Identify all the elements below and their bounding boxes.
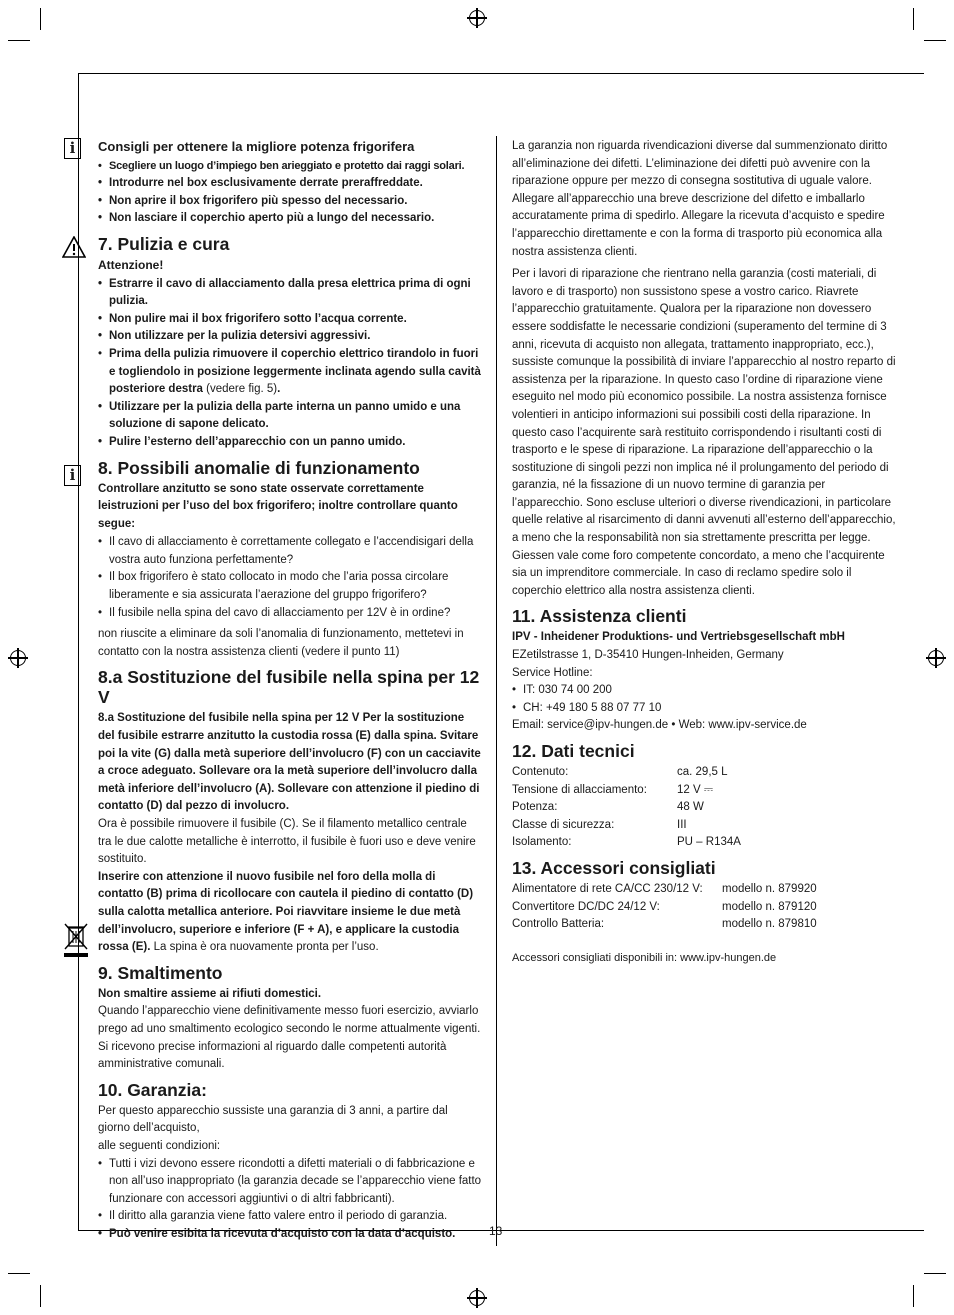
- web-link[interactable]: Web: www.ipv-service.de: [678, 719, 807, 732]
- registration-mark-icon: [469, 10, 485, 26]
- list-item-ref: (vedere fig. 5): [202, 383, 278, 396]
- list-item: • Può venire esibita la ricevuta d’acquisto con la data d’acquisto.: [98, 1226, 482, 1244]
- list-item: • Introdurre nel box esclusivamente derrate preraffreddate.: [98, 175, 482, 193]
- frame-top-rule: [78, 73, 924, 74]
- list-item: [98, 346, 482, 399]
- section-title-disposal: 9. Smaltimento: [98, 962, 223, 983]
- spec-value: III: [677, 818, 687, 831]
- spec-label: Contenuto:: [512, 766, 569, 778]
- hotline-label: Service Hotline:: [512, 666, 593, 679]
- spec-label: Isolamento:: [512, 836, 572, 849]
- crossed-bin-icon: [63, 922, 89, 958]
- warranty-continued-2: Per i lavori di riparazione che rientrano nella garanzia (costi materiali, di lavoro e di trasporto) non sussistono spese a vostro carico. Riavrete l’apparecchio gratuitamente. Qualora per la riparazione non dovessero essere soddisfatte le necessarie condizioni (superamento del termine di 3 anni, ricevuta di acquisto non allegata, trattamento inappropriato, ecc.), sussiste comunque la possibilità di inviare l’apparecchio al nostro reparto di assistenza per la riparazione. In questo caso l’ordine di riparazione viene eseguito nel modo più economico possibile. La nostra assistenza fornisce volentieri in anticipo informazioni sui possibili costi della riparazione. In questo caso l’acquirente sarà restituito corrispondendo i risultanti costi di trasporto e le spese di riparazione. La riparazione dell’apparecchio o la sostituzione di singoli pezzi non implica né il prolungamento del periodo di garanzia, né la fissazione di un nuovo termine di garanzia per l’apparecchio. Sono escluse ulteriori o diverse rivendicazioni, in particolare quelle relative al risarcimento di danni avvenuti all’esterno dell’apparecchio, a meno che la responsabilità non sia strettamente prescritta per legge. Giessen vale come foro competente concordato, a meno che l’acquirente sia un imprenditore commerciale. In caso di reclamo spedire solo il coperchio elettrico alla nostra assistenza clienti.: [512, 268, 896, 597]
- spec-label: Classe di sicurezza:: [512, 818, 615, 831]
- fuse-paragraph-3-bold: Inserire con attenzione il nuovo fusibile nel foro della molla di contatto (B) prima di ricollocare con cautela il piedino di contatto (D) sulla calotta metallica anteriore. Poi riavvitare insieme le due metà dell’involucro, superiore e inferiore (F + A), e applicare la custodia rossa (E).: [98, 870, 474, 954]
- troubleshooting-list: [98, 534, 482, 622]
- fuse-paragraph-3: [98, 869, 482, 957]
- accessory-model: modello n. 879810: [722, 918, 817, 931]
- list-item: • Non pulire mai il box frigorifero sotto l’acqua corrente.: [98, 311, 482, 329]
- spec-value: PU – R134A: [677, 836, 741, 849]
- crop-mark: [913, 1285, 914, 1307]
- warranty-paragraph-2: alle seguenti condizioni:: [98, 1139, 221, 1152]
- list-item: • CH: +49 180 5 88 07 77 10: [512, 700, 896, 718]
- accessory-label: Convertitore DC/DC 24/12 V:: [512, 900, 660, 913]
- spec-value: 48 W: [677, 801, 704, 814]
- list-item: • Pulire l’esterno dell’apparecchio con un panno umido.: [98, 434, 482, 452]
- fuse-paragraph-3-normal: La spina è ora nuovamente pronta per l’uso.: [150, 941, 379, 954]
- accessories-note: Accessori consigliati disponibili in: www.ipv-hungen.de: [512, 951, 777, 964]
- list-item: • Non lasciare il coperchio aperto più a lungo del necessario.: [98, 210, 482, 228]
- registration-mark-icon: [10, 650, 26, 666]
- spec-value: 12 V ⎓: [677, 783, 714, 796]
- email-link[interactable]: Email: service@ipv-hungen.de: [512, 719, 669, 732]
- tips-list: [98, 158, 482, 228]
- info-icon: i: [64, 138, 81, 159]
- section-title-customer-service: 11. Assistenza clienti: [512, 606, 687, 627]
- table-row: [512, 764, 896, 782]
- cleaning-list: [98, 276, 482, 452]
- left-column: [98, 138, 482, 1243]
- registration-mark-icon: [928, 650, 944, 666]
- column-divider: [496, 136, 497, 1246]
- list-item: • Non utilizzare per la pulizia detersivi aggressivi.: [98, 328, 482, 346]
- spec-label: Potenza:: [512, 801, 558, 814]
- accessories-table: [512, 881, 896, 934]
- contact-line: [512, 717, 896, 735]
- warranty-list: [98, 1156, 482, 1244]
- accessory-model: modello n. 879120: [722, 900, 817, 913]
- warranty-continued-1: La garanzia non riguarda rivendicazioni diverse dal summenzionato diritto all’eliminazione dei difetti. L’eliminazione dei difetti può avvenire con la riparazione oppure per mezzo di consegna sostitutiva di uguale valore. Allegare all’apparecchio una breve descrizione del difetto e imballarlo accuratamente prima di spedirlo. Allegare la ricevuta d’acquisto e spedire l’apparecchio direttamente e con la forma di trasporto più economica alla nostra assistenza clienti.: [512, 140, 888, 258]
- table-row: [512, 782, 896, 800]
- section-title-technical-data: 12. Dati tecnici: [512, 741, 635, 761]
- company-address: EZetilstrasse 1, D-35410 Hungen-Inheiden, Germany: [512, 649, 784, 662]
- section-title-troubleshooting: 8. Possibili anomalie di funzionamento: [98, 457, 420, 478]
- section-title-cleaning: 7. Pulizia e cura: [98, 233, 230, 254]
- crop-mark: [8, 40, 30, 41]
- crop-mark: [924, 1273, 946, 1274]
- list-item: • IT: 030 74 00 200: [512, 682, 896, 700]
- info-icon: i: [64, 465, 81, 486]
- table-row: [512, 834, 896, 852]
- section-title-fuse: 8.a Sostituzione del fusibile nella spina per 12 V: [98, 667, 480, 708]
- table-row: [512, 799, 896, 817]
- spec-value: ca. 29,5 L: [677, 766, 728, 778]
- troubleshooting-intro: Controllare anzitutto se sono state osservate correttamente leistruzioni per l’uso del box frigorifero; inoltre controllare quanto segue:: [98, 482, 458, 530]
- spec-label: Tensione di allacciamento:: [512, 783, 647, 796]
- disposal-paragraph: Quando l’apparecchio viene definitivamente messo fuori esercizio, avviarlo prego ad uno smaltimento ecologico secondo le norme attualmente vigenti. Si ricevono precise informazioni al riguardo dalle competenti autorità amministrative comunali.: [98, 1005, 481, 1071]
- crop-mark: [8, 1273, 30, 1274]
- warranty-paragraph-1: Per questo apparecchio sussiste una garanzia di 3 anni, a partire dal giorno dell’acquisto,: [98, 1104, 448, 1135]
- contact-separator: •: [668, 719, 679, 732]
- disposal-subtitle: Non smaltire assieme ai rifiuti domestici.: [98, 987, 322, 1000]
- attention-label: Attenzione!: [98, 257, 164, 272]
- crop-mark: [40, 8, 41, 30]
- list-item: • Il diritto alla garanzia viene fatto valere entro il periodo di garanzia.: [98, 1208, 482, 1226]
- warning-icon: [62, 236, 86, 258]
- table-row: [512, 916, 896, 934]
- list-item-bold: Prima della pulizia rimuovere il coperchio elettrico tirandolo in fuori e togliendolo in posizione leggermente inclinata agendo sulla cavità posteriore destra: [109, 347, 481, 396]
- table-row: [512, 881, 896, 899]
- section-title-accessories: 13. Accessori consigliati: [512, 857, 716, 878]
- technical-data-table: [512, 764, 896, 852]
- troubleshooting-outro: non riuscite a eliminare da soli l’anomalia di funzionamento, mettetevi in contatto con la nostra assistenza clienti (vedere il punto 11): [98, 628, 464, 658]
- tips-title: Consigli per ottenere la migliore potenza frigorifera: [98, 139, 415, 154]
- list-item: • Tutti i vizi devono essere ricondotti a difetti materiali o di fabbricazione e non all’uso inappropriato (la garanzia decade se l’apparecchio viene fatto funzionare con accessori aggiuntivi o di altri fabbricanti).: [98, 1156, 482, 1209]
- fuse-paragraph-1: 8.a Sostituzione del fusibile nella spina per 12 V Per la sostituzione del fusibile estrarre anzitutto la custodia rossa (E) dalla spina. Svitare poi la vite (G) dalla metà superiore dell’involucro (F) con un cacciavite a croce adeguato. Sollevare ora la metà superiore dell’involucro dalla metà inferiore dell’involucro (A). Sollevare con attenzione il piedino di contatto (D) dal pezzo di involucro.: [98, 712, 481, 813]
- phone-list: [512, 682, 896, 717]
- table-row: [512, 817, 896, 835]
- list-item: • Non aprire il box frigorifero più spesso del necessario.: [98, 193, 482, 211]
- list-item: • Il fusibile nella spina del cavo di allacciamento per 12V è in ordine?: [98, 605, 482, 623]
- page-number: 13: [489, 1224, 503, 1238]
- list-item-end: .: [277, 383, 281, 396]
- table-row: [512, 899, 896, 917]
- fuse-paragraph-2: Ora è possibile rimuovere il fusibile (C). Se il filamento metallico centrale tra le due calotte metalliche è interrotto, il fusibile è fuori uso e deve venire sostituito.: [98, 818, 476, 866]
- crop-mark: [913, 8, 914, 30]
- crop-mark: [924, 40, 946, 41]
- list-item: • Utilizzare per la pulizia della parte interna un panno umido e una soluzione di sapone delicato.: [98, 399, 482, 434]
- company-name: IPV - Inheidener Produktions- und Vertriebsgesellschaft mbH: [512, 631, 845, 644]
- accessory-model: modello n. 879920: [722, 882, 817, 895]
- accessory-label: Alimentatore di rete CA/CC 230/12 V:: [512, 882, 703, 895]
- list-item: • Estrarre il cavo di allacciamento dalla presa elettrica prima di ogni pulizia.: [98, 276, 482, 311]
- crop-mark: [40, 1285, 41, 1307]
- section-title-warranty: 10. Garanzia:: [98, 1079, 207, 1100]
- right-column: [512, 138, 896, 972]
- list-item: • Il box frigorifero è stato collocato in modo che l’aria possa circolare liberamente e sia assicurata l’aerazione del gruppo frigorifero?: [98, 569, 482, 604]
- list-item: • Il cavo di allacciamento è correttamente collegato e l’accendisigari della vostra auto funziona perfettamente?: [98, 534, 482, 569]
- accessory-label: Controllo Batteria:: [512, 918, 605, 931]
- registration-mark-icon: [469, 1290, 485, 1306]
- list-item: • Scegliere un luogo d’impiego ben arieggiato e protetto dai raggi solari.: [98, 158, 482, 176]
